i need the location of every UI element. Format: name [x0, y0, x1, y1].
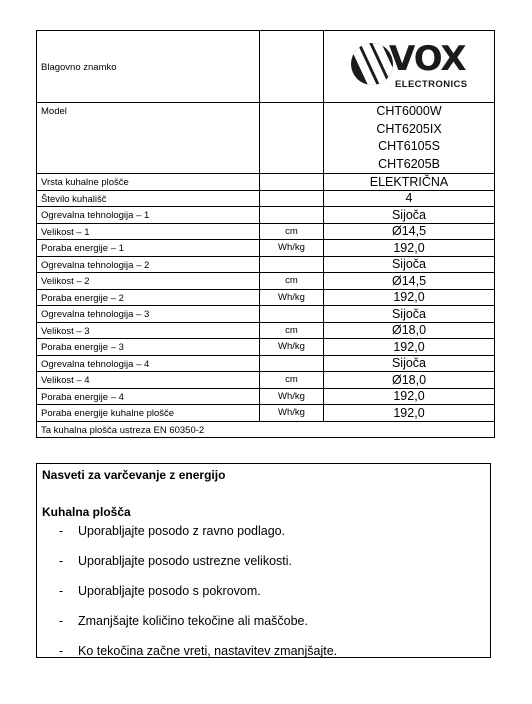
spec-value: 4 [324, 190, 495, 207]
spec-value: Ø18,0 [324, 372, 495, 389]
spec-value: Sijoča [324, 207, 495, 224]
spec-value: Sijoča [324, 256, 495, 273]
spec-value: 192,0 [324, 240, 495, 257]
brand-row [37, 31, 495, 103]
spec-unit: cm [260, 372, 324, 389]
spec-label: Poraba energije kuhalne plošče [37, 405, 260, 422]
spec-label: Velikost – 2 [37, 273, 260, 290]
model-label: Model [37, 103, 260, 174]
spec-label: Velikost – 4 [37, 372, 260, 389]
spec-label: Ogrevalna tehnologija – 1 [37, 207, 260, 224]
spec-label: Poraba energije – 1 [37, 240, 260, 257]
tip-item: - Ko tekočina začne vreti, nastavitev zmanjšajte. [59, 644, 338, 658]
brand-logo-cell [324, 31, 495, 103]
model-item: CHT6205B [378, 156, 440, 171]
spec-value: 192,0 [324, 339, 495, 356]
spec-row [37, 240, 495, 257]
tip-item: - Zmanjšajte količino tekočine ali maščobe. [59, 614, 308, 628]
model-item: CHT6000W [376, 104, 442, 118]
spec-unit: Wh/kg [260, 388, 324, 405]
spec-unit: Wh/kg [260, 240, 324, 257]
spec-row [37, 388, 495, 405]
tip-item: - Uporabljajte posodo s pokrovom. [59, 584, 261, 598]
model-item: CHT6105S [378, 139, 440, 153]
spec-row [37, 405, 495, 422]
spec-row [37, 256, 495, 273]
tips-list [42, 523, 485, 673]
spec-row [37, 273, 495, 290]
spec-unit [260, 256, 324, 273]
spec-unit [260, 306, 324, 323]
spec-row [37, 322, 495, 339]
tips-title: Nasveti za varčevanje z energijo [42, 468, 226, 482]
spec-value: ELEKTRIČNA [324, 174, 495, 191]
spec-value: 192,0 [324, 405, 495, 422]
spec-unit [260, 355, 324, 372]
spec-row [37, 355, 495, 372]
model-unit-cell [260, 103, 324, 174]
spec-label: Poraba energije – 4 [37, 388, 260, 405]
tips-subtitle: Kuhalna plošča [42, 505, 131, 519]
standard-row [37, 421, 495, 438]
spec-unit: cm [260, 273, 324, 290]
spec-label: Vrsta kuhalne plošče [37, 174, 260, 191]
spec-unit: Wh/kg [260, 339, 324, 356]
spec-row [37, 306, 495, 323]
tip-item: - Uporabljajte posodo ustrezne velikosti. [59, 554, 293, 568]
model-item: CHT6205IX [376, 121, 442, 136]
spec-row [37, 207, 495, 224]
spec-label: Poraba energije – 2 [37, 289, 260, 306]
logo-wordmark: VOX [389, 39, 466, 79]
spec-value: 192,0 [324, 289, 495, 306]
spec-value: Ø14,5 [324, 223, 495, 240]
spec-label: Ogrevalna tehnologija – 2 [37, 256, 260, 273]
spec-value: 192,0 [324, 388, 495, 405]
vox-logo-icon [351, 43, 393, 85]
spec-row [37, 190, 495, 207]
spec-label: Velikost – 3 [37, 322, 260, 339]
spec-unit: cm [260, 223, 324, 240]
spec-label: Ogrevalna tehnologija – 4 [37, 355, 260, 372]
spec-unit: Wh/kg [260, 289, 324, 306]
spec-unit [260, 207, 324, 224]
spec-unit: Wh/kg [260, 405, 324, 422]
spec-row [37, 372, 495, 389]
spec-row [37, 174, 495, 191]
tip-item: - Uporabljajte posodo z ravno podlago. [59, 524, 286, 538]
spec-label: Velikost – 1 [37, 223, 260, 240]
spec-value: Sijoča [324, 355, 495, 372]
spec-label: Poraba energije – 3 [37, 339, 260, 356]
spec-value: Ø18,0 [324, 322, 495, 339]
spec-label: Ogrevalna tehnologija – 3 [37, 306, 260, 323]
spec-row [37, 223, 495, 240]
vox-logo [349, 37, 469, 93]
spec-unit: cm [260, 322, 324, 339]
spec-label: Število kuhališč [37, 190, 260, 207]
spec-row [37, 289, 495, 306]
standard-note: Ta kuhalna plošča ustreza EN 60350-2 [37, 421, 495, 438]
model-list [324, 103, 495, 174]
spec-value: Ø14,5 [324, 273, 495, 290]
brand-label: Blagovno znamko [37, 31, 260, 103]
brand-unit-cell [260, 31, 324, 103]
spec-row [37, 339, 495, 356]
energy-tips-box [36, 463, 491, 658]
logo-subtext: ELECTRONICS [395, 79, 468, 90]
spec-value: Sijoča [324, 306, 495, 323]
spec-unit [260, 190, 324, 207]
product-info-table [36, 30, 495, 438]
spec-unit [260, 174, 324, 191]
model-row [37, 103, 495, 174]
